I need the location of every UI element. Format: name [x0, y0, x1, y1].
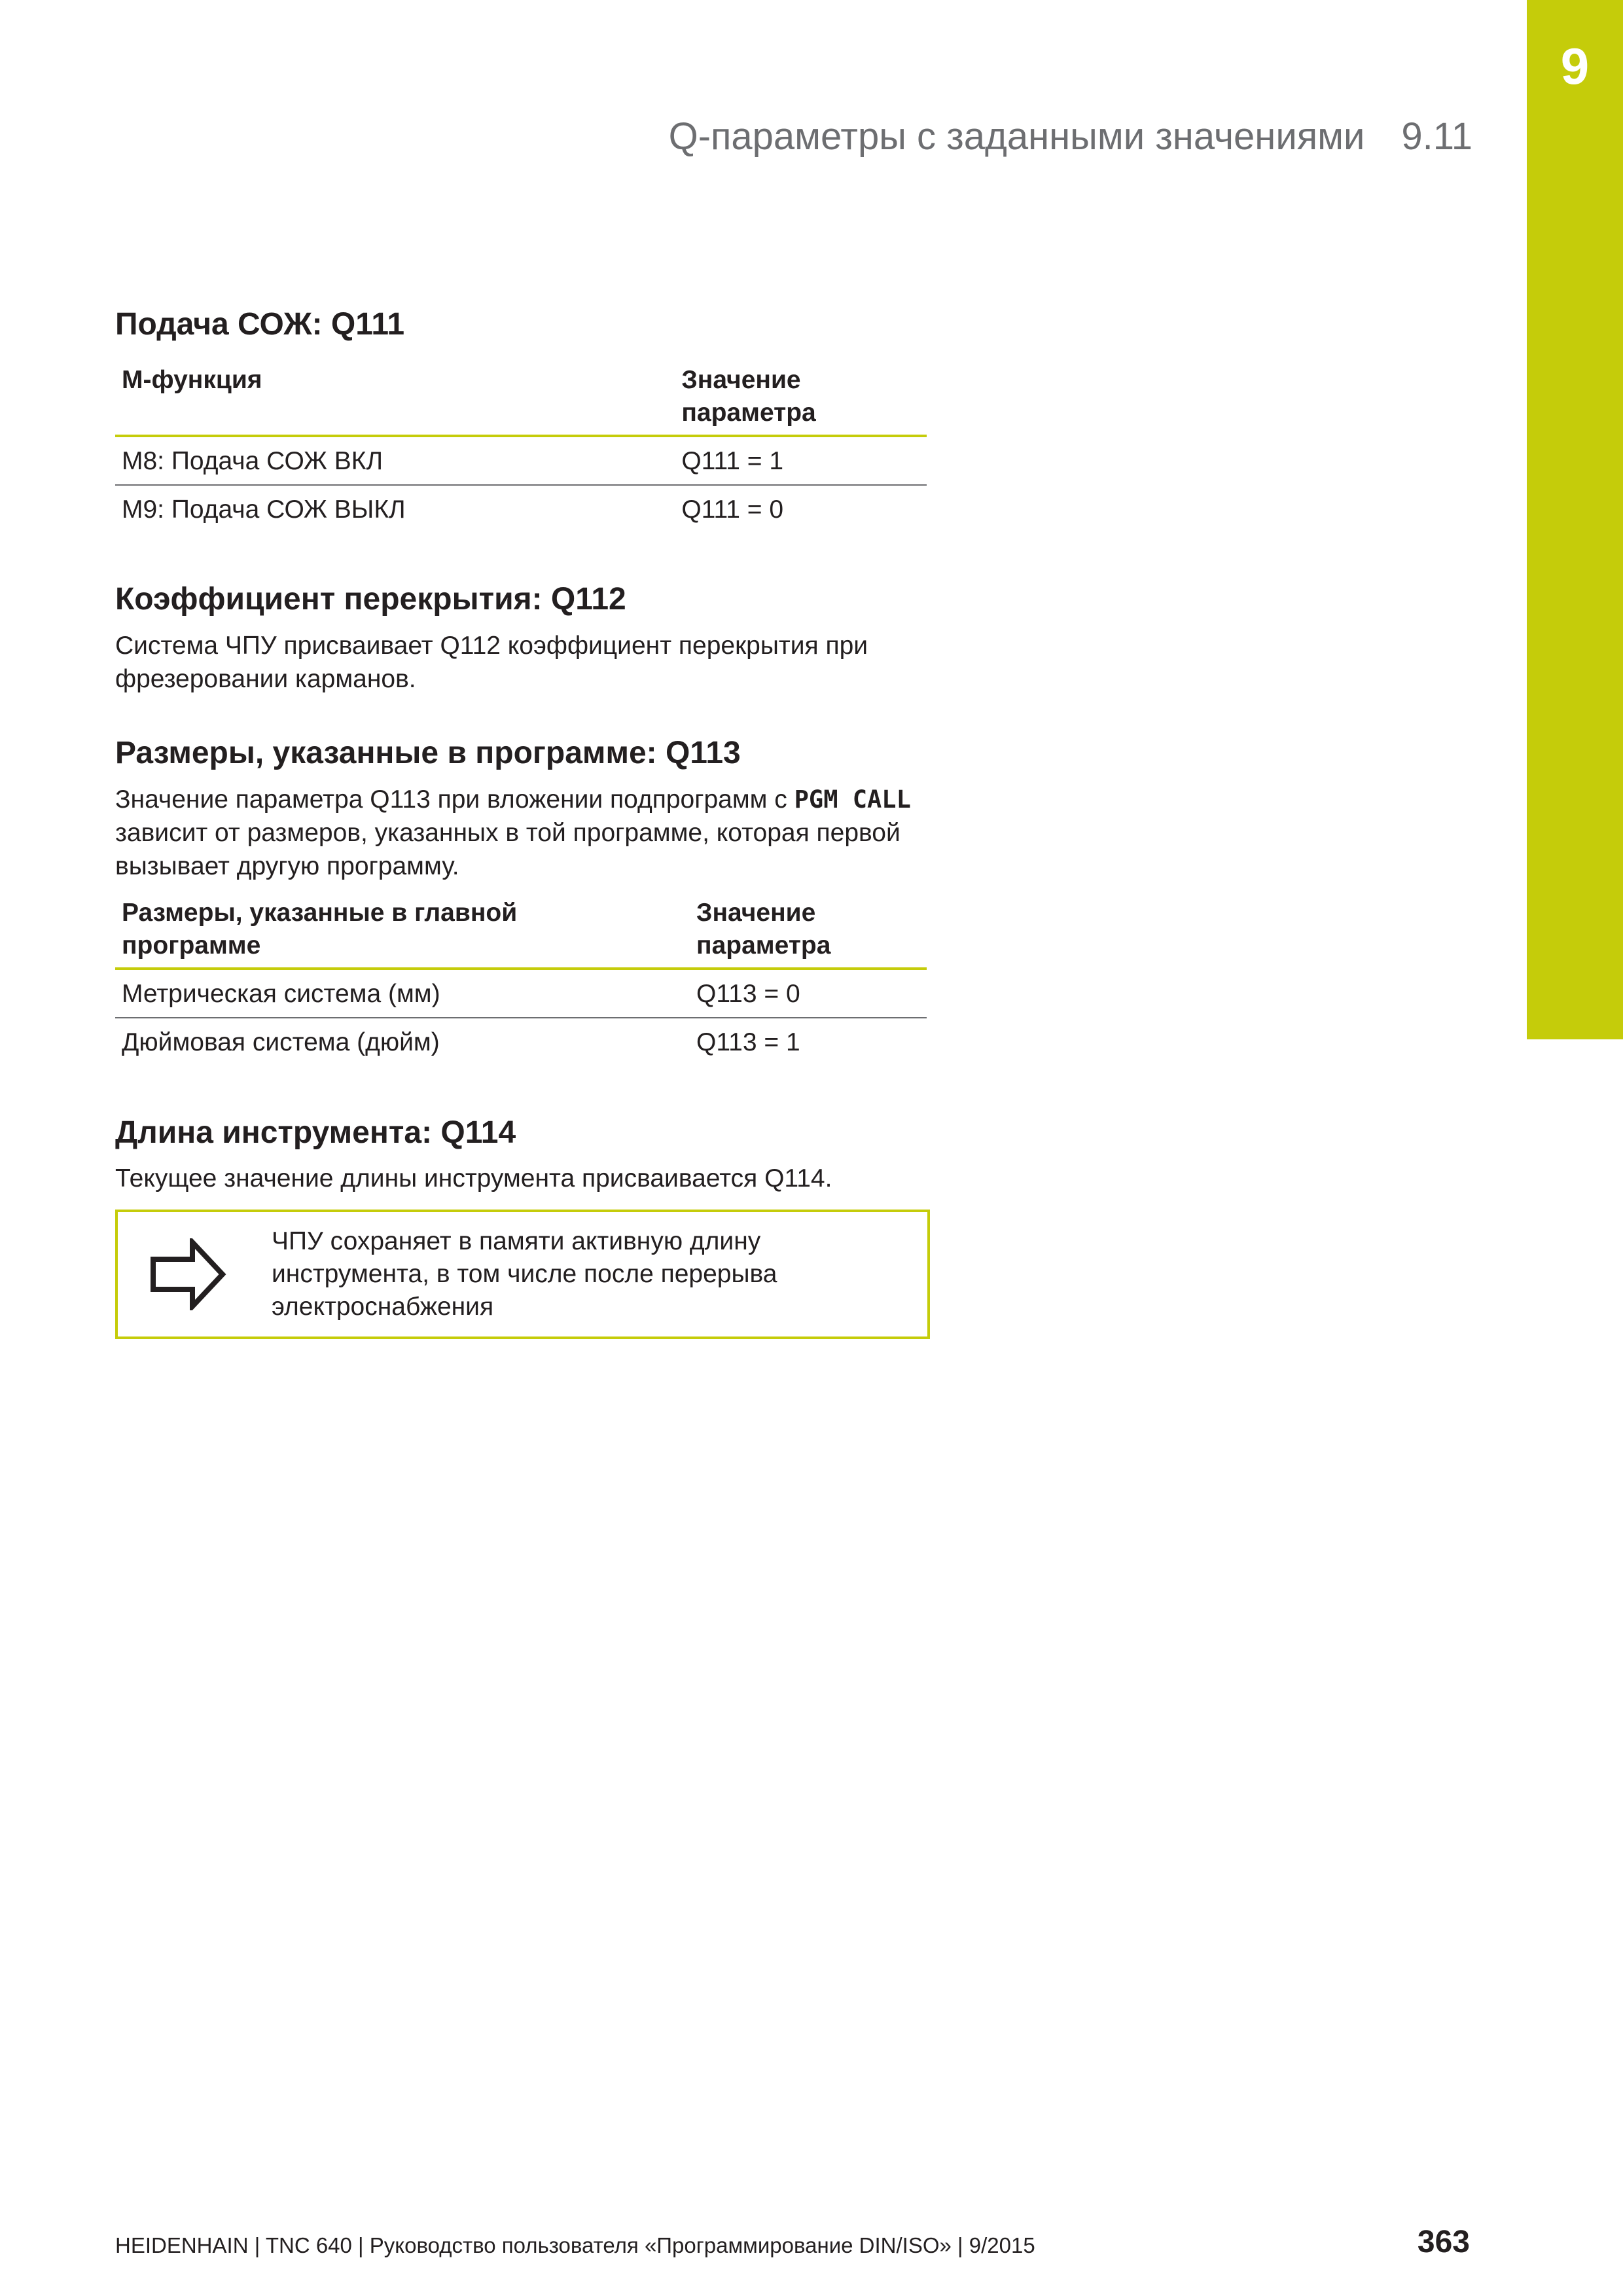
- q113-text-after: зависит от размеров, указанных в той программе, которая первой вызывает другую программу.: [115, 819, 901, 880]
- table-cell: Q111 = 1: [675, 436, 927, 485]
- table-header-cell: Значение параметра: [675, 357, 927, 436]
- section-heading-q114: Длина инструмента: Q114: [115, 1115, 516, 1150]
- q113-paragraph: [115, 783, 933, 883]
- table-cell: Q111 = 0: [681, 495, 784, 524]
- table-cell: Q113 = 1: [696, 1028, 800, 1056]
- table-row: [115, 969, 927, 1018]
- q113-code: PGM CALL: [794, 785, 911, 814]
- running-header-section: 9.11: [1401, 115, 1472, 158]
- table-cell: Метрическая система (мм): [115, 969, 690, 1018]
- section-heading-q112: Коэффициент перекрытия: Q112: [115, 582, 626, 617]
- q114-paragraph: Текущее значение длины инструмента присваивается Q114.: [115, 1164, 832, 1193]
- table-header-row: [115, 357, 927, 436]
- running-header: [669, 115, 1472, 158]
- q111-table: [115, 357, 927, 533]
- table-cell: Q113 = 0: [690, 969, 927, 1018]
- q112-paragraph: Система ЧПУ присваивает Q112 коэффициент перекрытия при фрезеровании карманов.: [115, 632, 868, 693]
- note-box: [115, 1210, 930, 1339]
- table-cell: M9: Подача СОЖ ВЫКЛ: [122, 495, 406, 524]
- table-header-text: Размеры, указанные в главной программе: [122, 899, 518, 960]
- footer-text: HEIDENHAIN | TNC 640 | Руководство пользователя «Программирование DIN/ISO» | 9/2015: [115, 2233, 1035, 2257]
- chapter-number: 9: [1560, 37, 1590, 95]
- q113-table: [115, 890, 927, 1066]
- table-row: [115, 485, 927, 533]
- table-cell: M8: Подача СОЖ ВКЛ: [115, 436, 675, 485]
- table-header-row: [115, 890, 927, 969]
- arrow-right-icon: [149, 1238, 228, 1310]
- chapter-tab: [1527, 0, 1623, 1039]
- section-heading-q113: Размеры, указанные в программе: Q113: [115, 736, 741, 770]
- page-number: 363: [1417, 2225, 1470, 2259]
- table-header-cell: [115, 890, 690, 969]
- table-row: [115, 1018, 927, 1066]
- note-text: ЧПУ сохраняет в памяти активную длину инструмента, в том числе после перерыва электроснабжения: [272, 1227, 777, 1321]
- table-header-cell: Значение параметра: [690, 890, 927, 969]
- section-heading-q111: Подача СОЖ: Q111: [115, 307, 405, 342]
- running-header-title: Q-параметры с заданными значениями: [668, 115, 1365, 158]
- table-cell: Дюймовая система (дюйм): [122, 1028, 440, 1056]
- table-header-cell: M-функция: [115, 357, 675, 436]
- table-row: [115, 436, 927, 485]
- q113-text-before: Значение параметра Q113 при вложении подпрограмм с: [115, 785, 794, 814]
